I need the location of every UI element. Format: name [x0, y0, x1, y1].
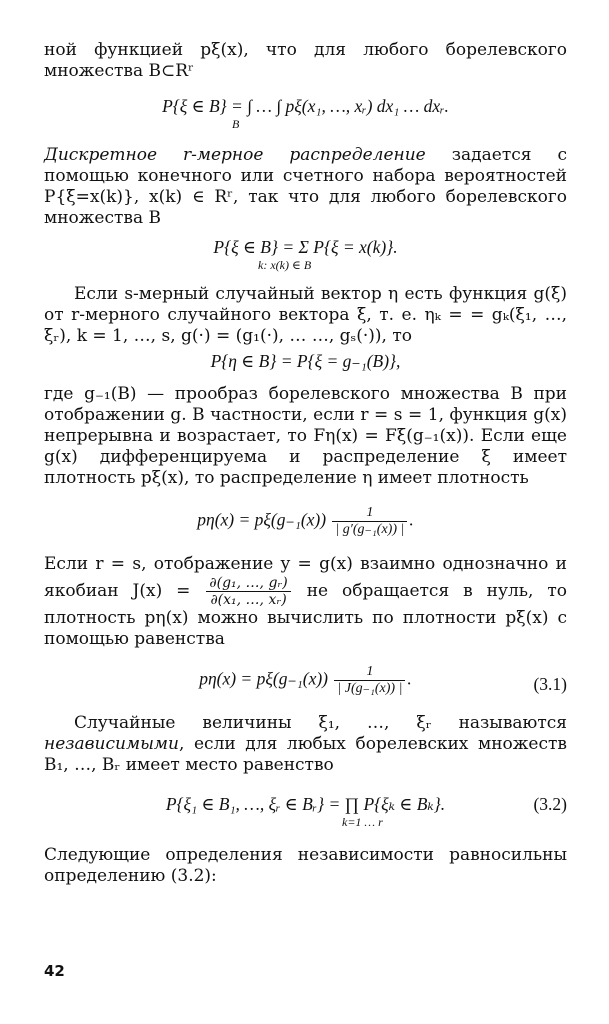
formula-preimage-text: P{η ∈ B} = P{ξ = g₋₁(B)},	[210, 351, 401, 371]
paragraph-6-a: Случайные величины ξ₁, …, ξᵣ называются	[74, 713, 567, 733]
equation-number-3-1: (3.1)	[533, 674, 567, 694]
product-limits: k=1 … r	[342, 815, 383, 829]
paragraph-1: ной функцией pξ(x), что для любого борелевского множества B⊂Rʳ	[44, 40, 567, 81]
page-number: 42	[44, 962, 65, 980]
paragraph-5-b: не обращается в нуль, то плотность pη(x) можно вычислить по плотности pξ(x) с помощью равенства	[44, 581, 568, 649]
equation-number-3-2: (3.2)	[533, 794, 567, 814]
paragraph-6	[44, 713, 567, 776]
fraction-numerator: 1	[334, 664, 405, 681]
page-body	[44, 40, 567, 887]
formula-integral-text: P{ξ ∈ B} = ∫ … ∫ pξ(x₁, …, xᵣ) dx₁ … dxᵣ.	[162, 96, 449, 116]
fraction-denominator: | g′(g₋₁(x)) |	[335, 522, 405, 537]
term-independent: независимыми	[44, 734, 179, 754]
jacobian-fraction	[206, 575, 290, 608]
paragraph-7: Следующие определения независимости равносильны определению (3.2):	[44, 845, 567, 886]
paragraph-6-b: , если для любых борелевских множеств B₁, …, Bᵣ имеет место равенство	[44, 734, 567, 775]
formula-preimage	[44, 351, 567, 372]
formula-3-1-fraction	[334, 664, 405, 697]
formula-3-1	[44, 664, 567, 697]
paragraph-5	[44, 554, 567, 650]
paragraph-4: где g₋₁(B) — прообраз борелевского множества B при отображении g. В частности, если r = s = 1, функция g(x) непрерывна и возрастает, то Fη(x) = Fξ(g₋₁(x)). Если еще g(x) дифференцируема и распределение ξ имеет плотность pξ(x), то распределение η имеет плотность	[44, 384, 567, 488]
formula-3-2-limits	[44, 815, 567, 829]
formula-integral-sub	[44, 117, 567, 131]
formula-integral	[44, 96, 567, 117]
formula-3-1-end: .	[407, 668, 412, 689]
density-end: .	[409, 509, 414, 530]
term-discrete: Дискретное r-мерное распределение	[44, 145, 426, 165]
sum-index: k: x(k) ∈ B	[258, 258, 312, 272]
fraction-numerator: 1	[332, 505, 407, 522]
formula-sum-text: P{ξ ∈ B} = Σ P{ξ = x(k)}.	[213, 237, 398, 257]
formula-3-1-left: pη(x) = pξ(g₋₁(x))	[199, 668, 329, 689]
fraction-denominator: | J(g₋₁(x)) |	[337, 681, 403, 696]
formula-3-2-text: P{ξ₁ ∈ B₁, …, ξᵣ ∈ Bᵣ} = ∏ P{ξₖ ∈ Bₖ}.	[165, 794, 446, 814]
jacobian-denominator: ∂(x₁, …, xᵣ)	[210, 592, 287, 608]
density-left: pη(x) = pξ(g₋₁(x))	[197, 509, 327, 530]
formula-density	[44, 505, 567, 538]
formula-sum	[44, 237, 567, 258]
formula-sum-sub	[44, 258, 567, 272]
formula-3-2	[44, 794, 567, 815]
paragraph-2-text: задается с помощью конечного или счетного набора вероятностей P{ξ=x(k)}, x(k) ∈ Rʳ, так что для любого борелевского множества B	[44, 145, 567, 228]
jacobian-numerator: ∂(g₁, …, gᵣ)	[206, 575, 290, 592]
paragraph-5-a: Если r = s, отображение y = g(x) взаимно однозначно и якобиан J(x) =	[44, 554, 567, 601]
density-fraction	[332, 505, 407, 538]
integral-domain: B	[232, 117, 240, 131]
paragraph-2	[44, 145, 567, 229]
paragraph-3: Если s-мерный случайный вектор η есть функция g(ξ) от r-мерного случайного вектора ξ, т. е. ηₖ = = gₖ(ξ₁, …, ξᵣ), k = 1, …, s, g(·) = (g₁(·), … …, gₛ(·)), то	[44, 284, 567, 346]
